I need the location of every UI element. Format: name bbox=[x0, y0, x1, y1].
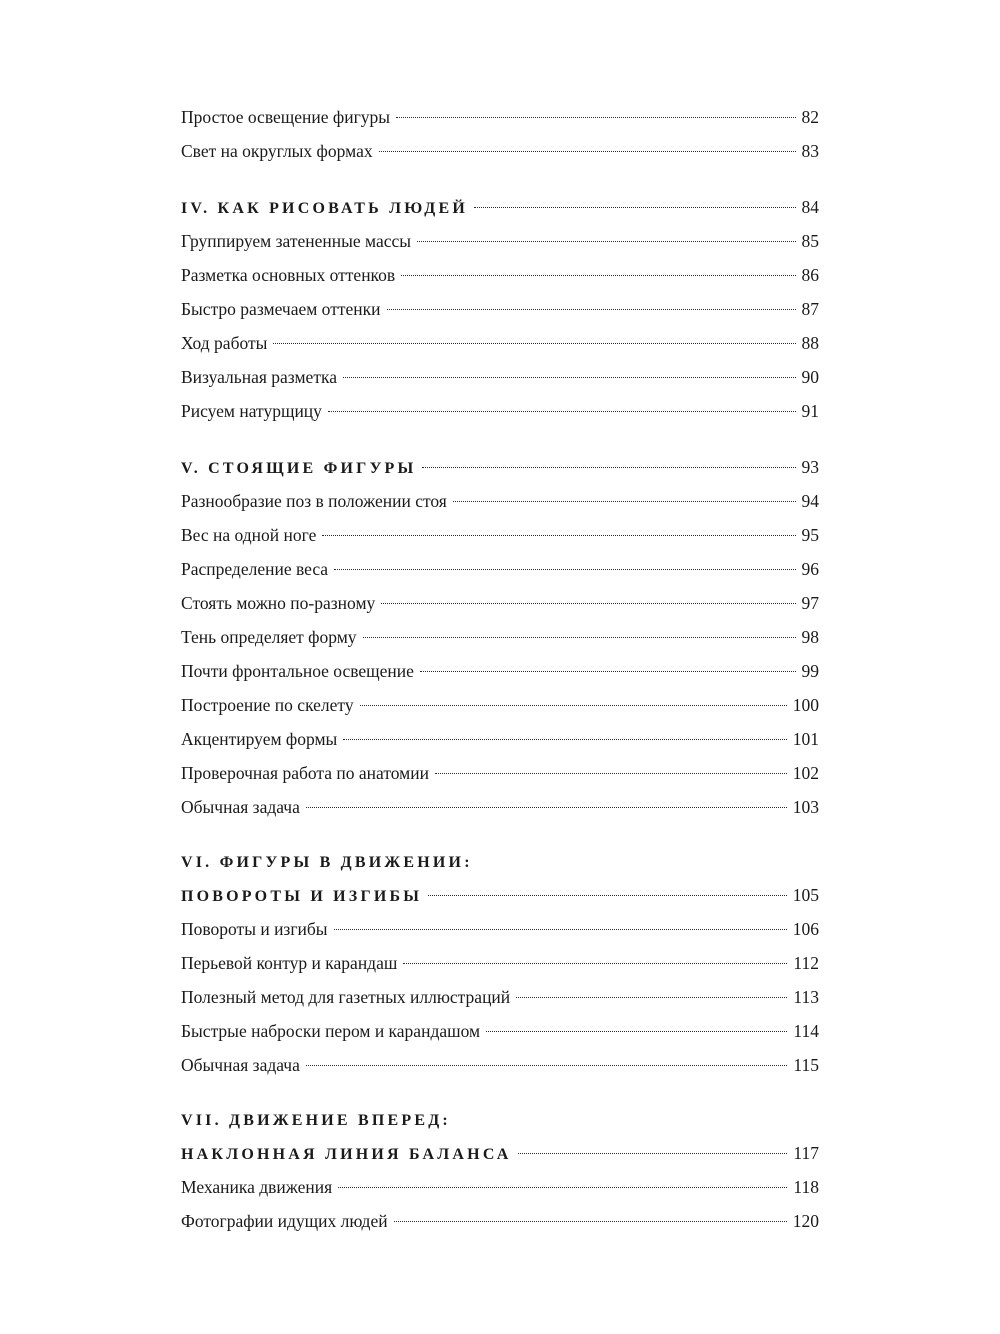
toc-entry bbox=[181, 258, 819, 292]
dot-leader bbox=[396, 117, 795, 118]
toc-entry-title: Проверочная работа по анатомии bbox=[181, 763, 429, 783]
dot-leader bbox=[420, 671, 796, 672]
dot-leader bbox=[401, 275, 795, 276]
section-title: IV. КАК РИСОВАТЬ ЛЮДЕЙ bbox=[181, 200, 469, 217]
toc-entry-title: Простое освещение фигуры bbox=[181, 107, 391, 127]
toc-section-heading bbox=[181, 450, 819, 484]
toc-entry-title: Повороты и изгибы bbox=[181, 919, 328, 939]
dot-leader bbox=[435, 773, 787, 774]
dot-leader bbox=[343, 377, 796, 378]
section-title-line: VII. ДВИЖЕНИЕ ВПЕРЕД: bbox=[181, 1112, 451, 1129]
toc-entry bbox=[181, 100, 819, 134]
toc-entry-title: Разнообразие поз в положении стоя bbox=[181, 491, 447, 511]
toc-entry-page: 95 bbox=[801, 525, 819, 545]
toc-entry bbox=[181, 756, 819, 790]
dot-leader bbox=[338, 1187, 787, 1188]
toc-entry-title: Свет на округлых формах bbox=[181, 141, 373, 161]
toc-entry-title: Обычная задача bbox=[181, 1055, 300, 1075]
toc-entry bbox=[181, 688, 819, 722]
toc-entry-page: 113 bbox=[793, 987, 819, 1007]
dot-leader bbox=[516, 997, 787, 998]
toc-entry-page: 102 bbox=[792, 763, 819, 783]
toc-entry-title: Вес на одной ноге bbox=[181, 525, 317, 545]
section-title-line: VI. ФИГУРЫ В ДВИЖЕНИИ: bbox=[181, 854, 473, 871]
toc-section-heading bbox=[181, 190, 819, 224]
toc-entry bbox=[181, 1048, 819, 1082]
toc-entry bbox=[181, 586, 819, 620]
toc-entry bbox=[181, 1204, 819, 1238]
toc-entry bbox=[181, 980, 819, 1014]
toc-entry bbox=[181, 552, 819, 586]
toc-entry-page: 101 bbox=[792, 729, 819, 749]
toc-entry bbox=[181, 1014, 819, 1048]
toc-entry bbox=[181, 654, 819, 688]
toc-entry-title: Быстрые наброски пером и карандашом bbox=[181, 1021, 481, 1041]
toc-entry bbox=[181, 326, 819, 360]
toc-entry-title: Механика движения bbox=[181, 1177, 333, 1197]
toc-entry-title: Полезный метод для газетных иллюстраций bbox=[181, 987, 511, 1007]
toc-entry-page: 96 bbox=[801, 559, 819, 579]
toc-entry-title: Визуальная разметка bbox=[181, 367, 337, 387]
dot-leader bbox=[273, 343, 795, 344]
dot-leader bbox=[322, 535, 795, 536]
toc-entry-title: Перьевой контур и карандаш bbox=[181, 953, 398, 973]
toc-entry-title: Тень определяет форму bbox=[181, 627, 357, 647]
dot-leader bbox=[474, 207, 795, 208]
table-of-contents bbox=[181, 100, 819, 1238]
toc-entry bbox=[181, 292, 819, 326]
dot-leader bbox=[334, 569, 795, 570]
toc-entry-title: Стоять можно по-разному bbox=[181, 593, 376, 613]
toc-entry-title: Почти фронтальное освещение bbox=[181, 661, 414, 681]
toc-entry-page: 100 bbox=[792, 695, 819, 715]
toc-entry bbox=[181, 134, 819, 168]
toc-entry-page: 99 bbox=[801, 661, 819, 681]
toc-entry-page: 97 bbox=[801, 593, 819, 613]
toc-entry bbox=[181, 224, 819, 258]
section-page: 105 bbox=[792, 885, 819, 905]
toc-entry-page: 120 bbox=[792, 1211, 819, 1231]
toc-entry bbox=[181, 722, 819, 756]
toc-section-heading bbox=[181, 1136, 819, 1170]
toc-entry bbox=[181, 912, 819, 946]
toc-entry-page: 94 bbox=[801, 491, 819, 511]
toc-entry-page: 82 bbox=[801, 107, 819, 127]
toc-entry-page: 118 bbox=[793, 1177, 819, 1197]
toc-entry-title: Обычная задача bbox=[181, 797, 300, 817]
toc-entry-title: Группируем затененные массы bbox=[181, 231, 412, 251]
toc-entry-page: 114 bbox=[793, 1021, 819, 1041]
toc-entry bbox=[181, 1170, 819, 1204]
dot-leader bbox=[328, 411, 796, 412]
dot-leader bbox=[387, 309, 796, 310]
toc-entry-page: 87 bbox=[801, 299, 819, 319]
toc-entry bbox=[181, 518, 819, 552]
dot-leader bbox=[486, 1031, 787, 1032]
dot-leader bbox=[334, 929, 787, 930]
dot-leader bbox=[306, 807, 787, 808]
toc-entry-title: Акцентируем формы bbox=[181, 729, 338, 749]
toc-entry-title: Быстро размечаем оттенки bbox=[181, 299, 381, 319]
dot-leader bbox=[518, 1153, 788, 1154]
dot-leader bbox=[363, 637, 796, 638]
section-title: НАКЛОННАЯ ЛИНИЯ БАЛАНСА bbox=[181, 1146, 512, 1163]
toc-section-heading bbox=[181, 878, 819, 912]
toc-entry-title: Ход работы bbox=[181, 333, 268, 353]
section-page: 93 bbox=[801, 457, 819, 477]
section-title: ПОВОРОТЫ И ИЗГИБЫ bbox=[181, 888, 423, 905]
toc-entry-page: 91 bbox=[801, 401, 819, 421]
dot-leader bbox=[394, 1221, 787, 1222]
dot-leader bbox=[381, 603, 795, 604]
toc-entry-page: 106 bbox=[792, 919, 819, 939]
dot-leader bbox=[422, 467, 795, 468]
dot-leader bbox=[428, 895, 787, 896]
toc-entry-page: 115 bbox=[793, 1055, 819, 1075]
toc-entry bbox=[181, 394, 819, 428]
dot-leader bbox=[379, 151, 796, 152]
section-page: 117 bbox=[793, 1143, 819, 1163]
toc-entry-title: Разметка основных оттенков bbox=[181, 265, 396, 285]
dot-leader bbox=[306, 1065, 788, 1066]
dot-leader bbox=[343, 739, 786, 740]
toc-entry-title: Распределение веса bbox=[181, 559, 329, 579]
dot-leader bbox=[453, 501, 796, 502]
toc-entry-page: 90 bbox=[801, 367, 819, 387]
section-page: 84 bbox=[801, 197, 819, 217]
toc-entry bbox=[181, 360, 819, 394]
toc-entry-page: 85 bbox=[801, 231, 819, 251]
toc-entry-title: Рисуем натурщицу bbox=[181, 401, 322, 421]
toc-entry bbox=[181, 484, 819, 518]
dot-leader bbox=[403, 963, 787, 964]
toc-entry bbox=[181, 946, 819, 980]
toc-entry-page: 86 bbox=[801, 265, 819, 285]
section-title: V. СТОЯЩИЕ ФИГУРЫ bbox=[181, 460, 417, 477]
toc-entry-page: 103 bbox=[792, 797, 819, 817]
toc-entry bbox=[181, 620, 819, 654]
toc-entry-page: 88 bbox=[801, 333, 819, 353]
dot-leader bbox=[417, 241, 795, 242]
toc-entry-page: 83 bbox=[801, 141, 819, 161]
toc-entry-page: 112 bbox=[793, 953, 819, 973]
dot-leader bbox=[360, 705, 787, 706]
toc-entry-page: 98 bbox=[801, 627, 819, 647]
toc-entry bbox=[181, 790, 819, 824]
toc-entry-title: Фотографии идущих людей bbox=[181, 1211, 388, 1231]
toc-entry-title: Построение по скелету bbox=[181, 695, 354, 715]
